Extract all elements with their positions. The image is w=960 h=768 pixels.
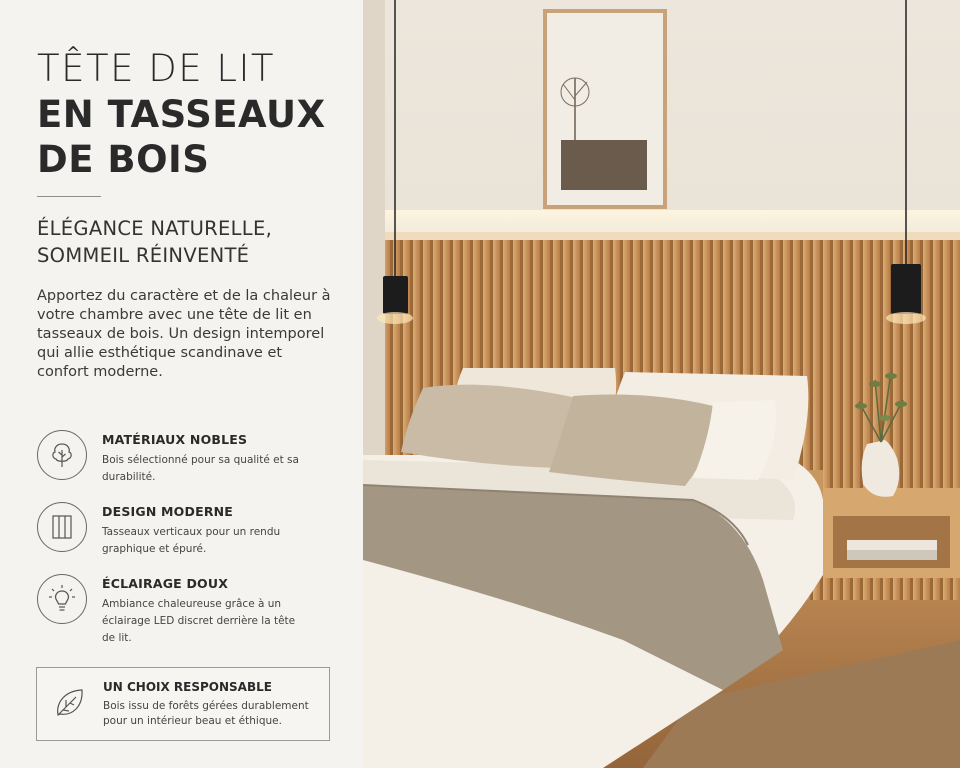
feature-description: Bois sélectionné pour sa qualité et sa durabilité. [102,454,299,483]
feature-materials [37,430,337,500]
responsible-title: UN CHOIX RESPONSABLE [103,680,272,694]
subtitle-line-1: ÉLÉGANCE NATURELLE, [37,217,273,240]
feature-title: DESIGN MODERNE [102,504,234,519]
framed-artwork [543,9,667,209]
left-info-panel [0,0,363,768]
responsible-description: Bois issu de forêts gérées durablement pour un intérieur beau et éthique. [103,700,309,727]
feature-lighting [37,574,337,644]
feature-title: MATÉRIAUX NOBLES [102,432,248,447]
title-divider [37,196,101,197]
title-line-2: EN TASSEAUX [37,93,326,136]
tree-icon [37,430,87,480]
subtitle [37,215,337,269]
feature-title: ÉCLAIRAGE DOUX [102,576,229,591]
title-line-3: DE BOIS [37,138,210,181]
feature-design [37,502,337,572]
floating-nightstand [823,488,960,578]
title-line-1: TÊTE DE LIT [37,47,275,90]
slats-icon [37,502,87,552]
responsible-choice-box [36,667,330,741]
intro-paragraph: Apportez du caractère et de la chaleur à votre chambre avec une tête de lit en tasseaux de bois. Un design intemporel qui allie esthétique scandinave et confort moderne. [37,288,331,380]
bedroom-photo [363,0,960,768]
feature-description: Ambiance chaleureuse grâce à un éclairage LED discret derrière la tête de lit. [102,598,296,644]
leaf-icon [47,680,93,726]
pillow-front-left [401,385,577,468]
subtitle-line-2: SOMMEIL RÉINVENTÉ [37,244,250,267]
lightbulb-icon [37,574,87,624]
feature-description: Tasseaux verticaux pour un rendu graphique et épuré. [102,526,281,555]
